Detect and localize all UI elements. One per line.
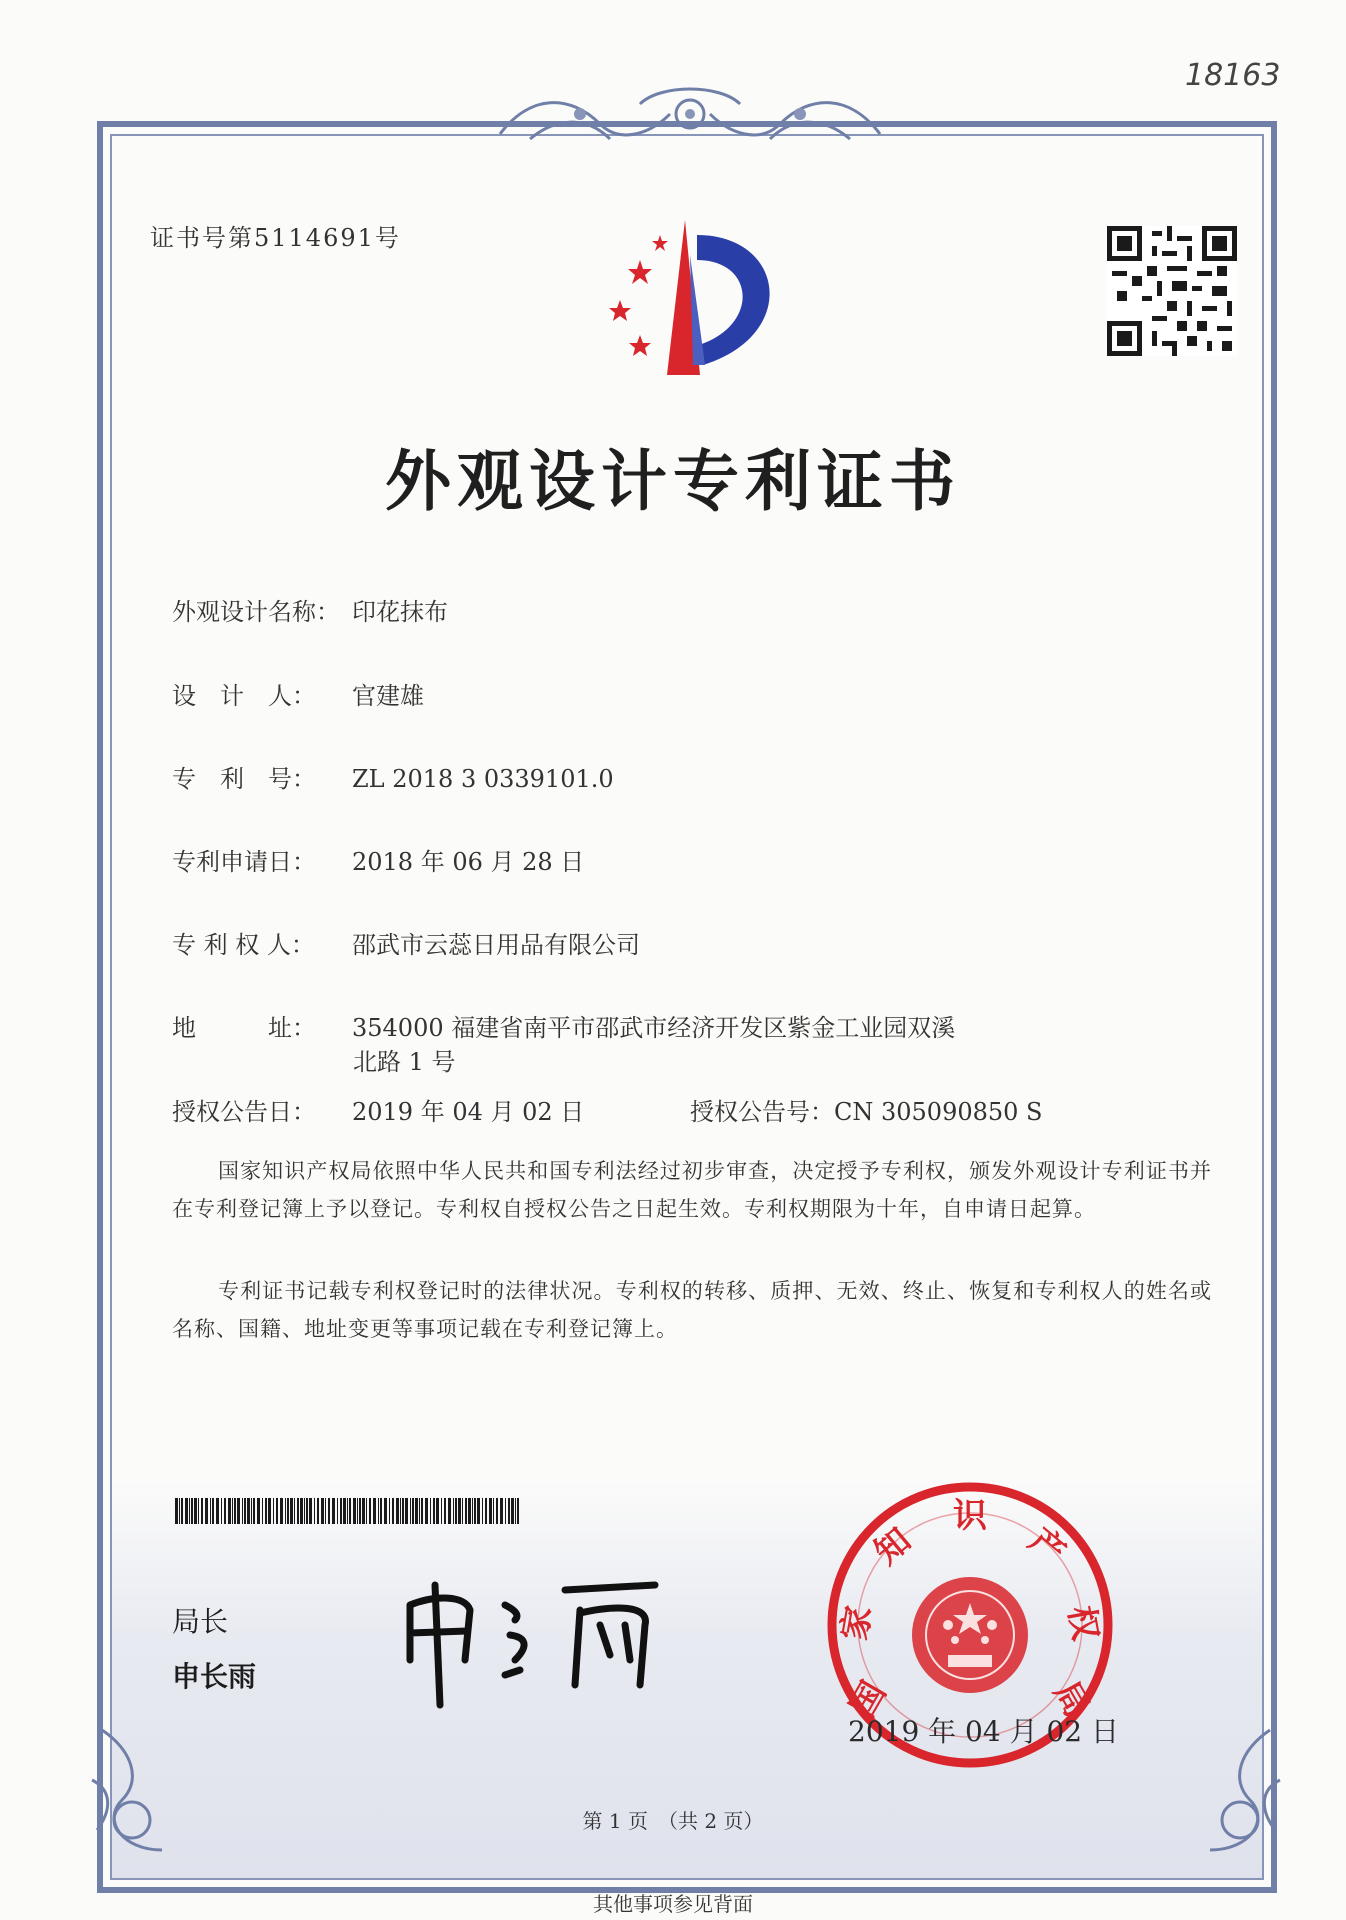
- field-label: 专 利 权 人：: [172, 931, 315, 959]
- bottom-left-ornament-icon: [82, 1720, 192, 1860]
- page-number: 第 1 页 （共 2 页）: [582, 1809, 764, 1833]
- footer-note: 其他事项参见背面: [593, 1892, 753, 1916]
- svg-text:权: 权: [1060, 1602, 1106, 1644]
- svg-text:知: 知: [867, 1520, 919, 1573]
- field-grant-date: [172, 1092, 584, 1127]
- field-label: 地 址：: [172, 1014, 316, 1042]
- field-value: 354000 福建省南平市邵武市经济开发区紫金工业园双溪: [352, 1014, 956, 1042]
- field-design-name: [172, 592, 448, 627]
- paragraph-1: 国家知识产权局依照中华人民共和国专利法经过初步审查，决定授予专利权，颁发外观设计专利证书并在专利登记簿上予以登记。专利权自授权公告之日起生效。专利权期限为十年，自申请日起算。: [172, 1159, 1212, 1221]
- svg-text:产: 产: [1021, 1520, 1073, 1573]
- field-label: 授权公告号：: [690, 1098, 834, 1126]
- seal-date: 2019 年 04 月 02 日: [848, 1715, 1120, 1748]
- field-value: CN 305090850 S: [834, 1098, 1043, 1126]
- field-label: 设 计 人：: [172, 682, 316, 710]
- top-ornament-icon: [490, 84, 890, 156]
- field-filing-date: [172, 842, 584, 877]
- page-title: 外观设计专利证书: [385, 442, 961, 520]
- field-label: 外观设计名称：: [172, 598, 340, 626]
- field-patent-no: [172, 759, 614, 794]
- signature-icon: [395, 1565, 695, 1715]
- field-value: 印花抹布: [352, 598, 448, 626]
- field-value: 2018 年 06 月 28 日: [352, 848, 585, 876]
- director-title: 局长: [172, 1605, 229, 1638]
- handwritten-note: 18163: [1185, 58, 1281, 93]
- paragraph-2: 专利证书记载专利权登记时的法律状况。专利权的转移、质押、无效、终止、恢复和专利权人的姓名或名称、国籍、地址变更等事项记载在专利登记簿上。: [172, 1279, 1212, 1341]
- svg-text:家: 家: [834, 1602, 880, 1644]
- svg-text:局: 局: [1045, 1674, 1098, 1725]
- field-designer: [172, 676, 424, 711]
- field-value: 官建雄: [352, 682, 424, 710]
- certificate-number: 证书号第5114691号: [150, 224, 401, 252]
- address-line-2: 北路 1 号: [353, 1048, 456, 1076]
- field-address: [172, 1008, 955, 1043]
- svg-text:国: 国: [842, 1674, 895, 1725]
- field-value: 邵武市云蕊日用品有限公司: [352, 931, 640, 959]
- field-value: ZL 2018 3 0339101.0: [352, 765, 614, 793]
- field-patentee: [172, 925, 640, 960]
- field-label: 专利申请日：: [172, 848, 316, 876]
- patent-office-logo-icon: [585, 215, 805, 385]
- qr-code-icon: [1107, 226, 1237, 356]
- field-label: 专 利 号：: [172, 765, 316, 793]
- director-name: 申长雨: [172, 1660, 257, 1693]
- field-grant-pub-no: [690, 1092, 1043, 1127]
- barcode-icon: [175, 1498, 520, 1524]
- field-value: 2019 年 04 月 02 日: [352, 1098, 585, 1126]
- svg-text:识: 识: [953, 1496, 987, 1536]
- bottom-right-ornament-icon: [1180, 1720, 1290, 1860]
- field-label: 授权公告日：: [172, 1098, 316, 1126]
